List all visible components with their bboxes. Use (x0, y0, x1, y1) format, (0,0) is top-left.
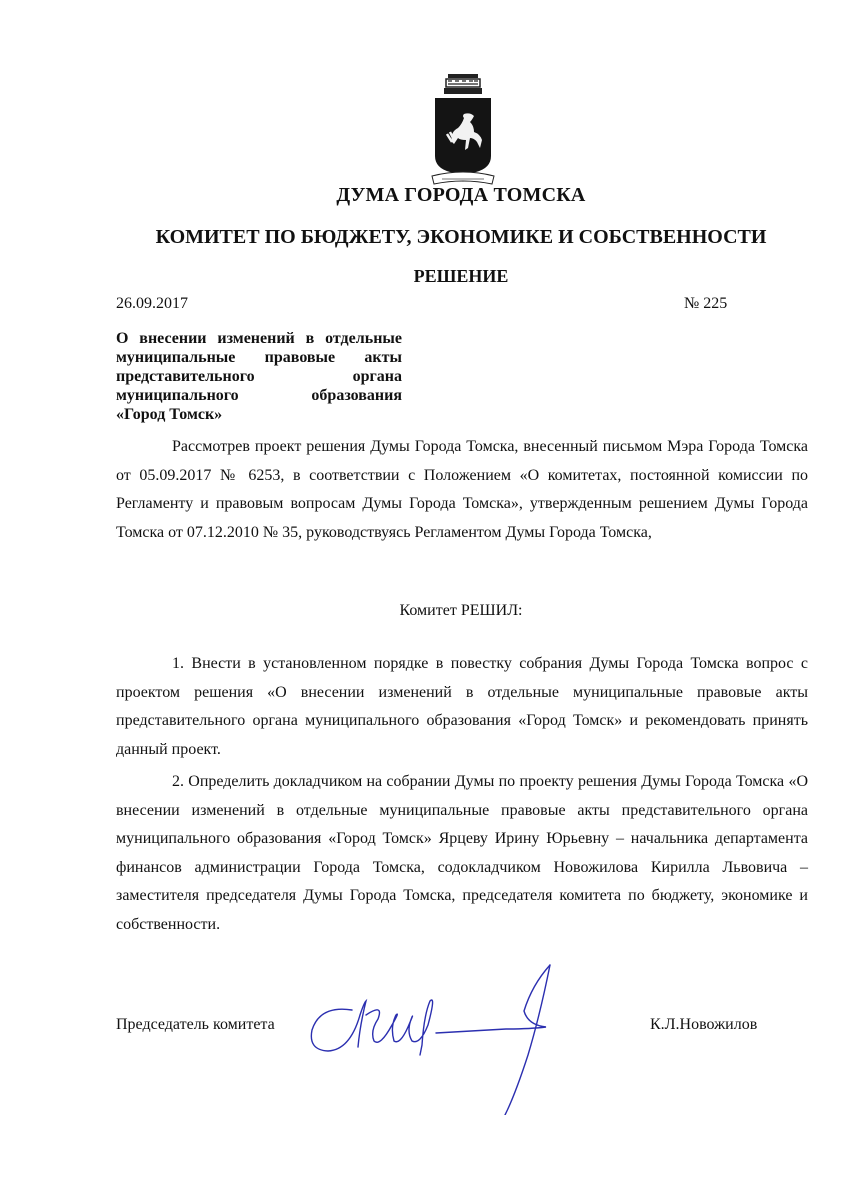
document-date: 26.09.2017 (116, 295, 188, 312)
resolution-item-text: 1. Внести в установленном порядке в повестку собрания Думы Города Томска вопрос с проектом решения «О внесении изменений в отдельные муниципальные правовые акты представительного органа муниципального образования «Город Томск» и рекомендовать принять данный проект. (116, 655, 808, 758)
handwritten-signature-icon (300, 955, 560, 1115)
subject-line: муниципального образования (116, 387, 402, 404)
resolution-item-1 (116, 650, 808, 764)
preamble-text: Рассмотрев проект решения Думы Города Томска, внесенный письмом Мэра Города Томска от 05.09.2017 № 6253, в соответствии с Положением «О комитетах, постоянной комиссии по Регламенту и правовым вопросам Думы Города Томска», утвержденным решением Думы Города Томска от 07.12.2010 № 35, руководствуясь Регламентом Думы Города Томска, (116, 438, 808, 541)
subject-line: О внесении изменений в отдельные (116, 330, 402, 347)
signer-name: К.Л.Новожилов (650, 1016, 758, 1033)
coat-of-arms-icon (428, 72, 498, 190)
resolved-heading: Комитет РЕШИЛ: (399, 602, 523, 619)
organization-title: ДУМА ГОРОДА ТОМСКА (336, 184, 586, 206)
resolution-item-2 (116, 768, 808, 939)
committee-title: КОМИТЕТ ПО БЮДЖЕТУ, ЭКОНОМИКЕ И СОБСТВЕННОСТИ (155, 226, 767, 248)
resolution-item-text: 2. Определить докладчиком на собрании Думы по проекту решения Думы Города Томска «О внесении изменений в отдельные муниципальные правовые акты представительного органа муниципального образования «Город Томск» Ярцеву Ирину Юрьевну – начальника департамента финансов администрации Города Томска, содокладчиком Новожилова Кирилла Львовича – заместителя председателя Думы Города Томска, председателя комитета по бюджету, экономике и собственности. (116, 773, 808, 933)
signer-position: Председатель комитета (116, 1016, 275, 1033)
preamble-paragraph (116, 433, 808, 547)
document-subject (116, 329, 402, 424)
document-type-title: РЕШЕНИЕ (413, 266, 509, 286)
subject-line: «Город Томск» (116, 406, 223, 423)
subject-line: муниципальные правовые акты (116, 349, 402, 366)
document-number: № 225 (684, 295, 728, 312)
subject-line: представительного органа (116, 368, 402, 385)
